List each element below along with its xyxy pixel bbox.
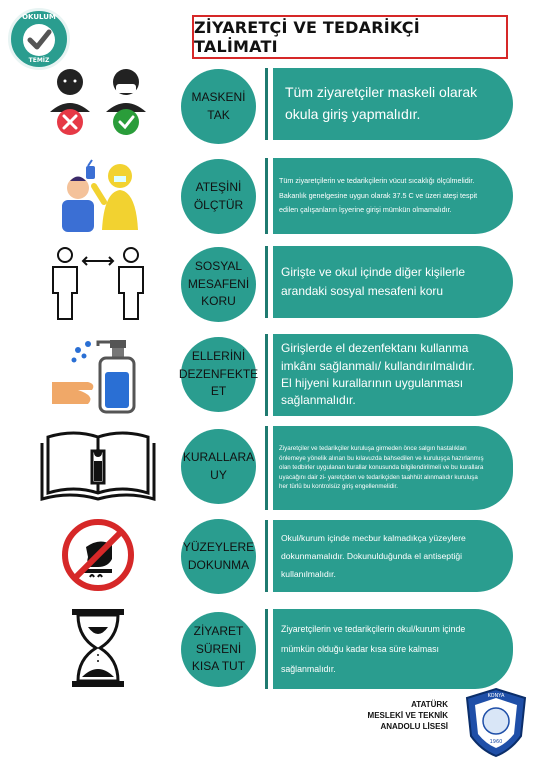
badge-bottom-text: TEMİZ [28, 57, 50, 64]
row-divider [265, 68, 268, 140]
no-touch-label: YÜZEYLERE DOKUNMA [181, 519, 256, 594]
mask-icon [30, 64, 165, 144]
rules-text-box [273, 426, 513, 510]
row-divider [265, 609, 268, 689]
mask-text: Tüm ziyaretçiler maskeli olarak okula giriş yapmalıdır. [285, 84, 478, 122]
no-touch-text: Okul/kurum içinde mecbur kalmadıkça yüzeylere dokunmamalıdır. Dokunulduğunda el antiseptiği kullanılmalıdır. [281, 532, 466, 580]
no-touch-text-box [273, 520, 513, 592]
thermometer-icon [30, 155, 165, 235]
badge-top-text: OKULUM [22, 13, 56, 21]
social-distance-text: Girişte ve okul içinde diğer kişilerle arandaki sosyal mesafeni koru [281, 264, 466, 298]
no-touch-icon [30, 516, 165, 594]
social-distance-text-box [273, 246, 513, 318]
visit-duration-label: ZİYARET SÜRENİ KISA TUT [181, 612, 256, 687]
row-divider [265, 246, 268, 318]
temperature-text-box [273, 158, 513, 234]
sanitizer-icon [30, 333, 165, 419]
sanitize-label: ELLERİNİ DEZENFEKTE ET [181, 337, 256, 412]
social-distance-label: SOSYAL MESAFENİ KORU [181, 247, 256, 322]
row-divider [265, 334, 268, 416]
logo-top-text: KONYA [487, 693, 505, 699]
hourglass-icon [30, 606, 165, 690]
rules-text: Ziyaretçiler ve tedarikçiler kuruluşa girmeden önce salgın hastalıkları önlemeye yönelik alınan bu kılavuzda bahsedilen ve kuruluşça hazırlanmış olan tedbirler uygulanan kurallar konusunda bilgilendirilmeli ve bu kurallara uyacağını dair zi- yaretçiden ve tedarikçiden taahhüt alınmalıdır kuruluşa her türlü bu kontrolsüz giriş engellenmelidir. [279, 444, 484, 491]
row-divider [265, 426, 268, 510]
social-distance-icon [30, 243, 165, 323]
logo-year-text: 1960 [489, 739, 503, 745]
temperature-text: Tüm ziyaretçilerin ve tedarikçilerin vücut sıcaklığı ölçülmelidir. Bakanlık genelgesine uygun olarak 37.5 C ve üzeri ateşi tespit edilen çalışanların İşyerine girişi mümkün olmamalıdır. [279, 176, 478, 215]
rules-label: KURALLARA UY [181, 429, 256, 504]
visit-duration-text: Ziyaretçilerin ve tedarikçilerin okul/kurum içinde mümkün olduğu kadar kısa süre kalması sağlanmalıdır. [281, 623, 466, 675]
page-title: ZİYARETÇİ VE TEDARİKÇİ TALİMATI [192, 15, 508, 59]
info-book-icon [30, 425, 165, 505]
school-logo [461, 686, 531, 758]
clean-school-badge [8, 8, 70, 70]
school-name-line2: MESLEKİ VE TEKNİK [367, 710, 448, 720]
sanitize-text-box [273, 334, 513, 416]
mask-label: MASKENİ TAK [181, 69, 256, 144]
visit-duration-text-box [273, 609, 513, 689]
row-divider [265, 158, 268, 234]
temperature-label: ATEŞİNİ ÖLÇTÜR [181, 159, 256, 234]
sanitize-text: Girişlerde el dezenfektanı kullanma imkânı sağlanmalı/ kullandırılmalıdır. El hijyeni kurallarının uygulanması sağlanmalıdır. [281, 341, 476, 408]
row-divider [265, 520, 268, 592]
school-name [368, 700, 448, 732]
school-name-line1: ATATÜRK [411, 700, 448, 709]
school-name-line3: ANADOLU LİSESİ [380, 721, 448, 731]
mask-text-box [273, 68, 513, 140]
